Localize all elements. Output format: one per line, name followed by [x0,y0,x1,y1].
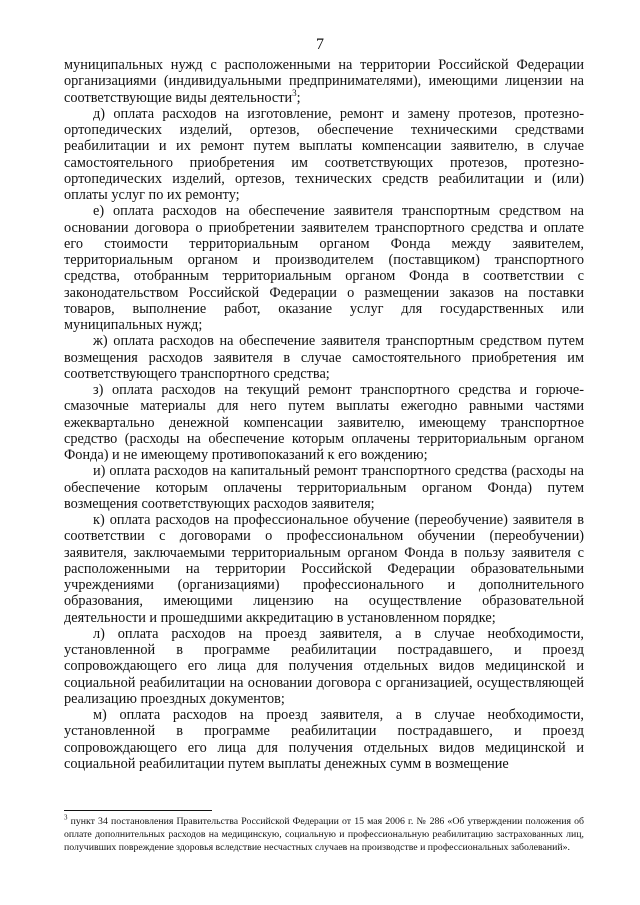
footnote-marker: 3 [64,813,68,822]
page-number: 7 [316,36,324,53]
paragraph-zh: ж) оплата расходов на обеспечение заявителя транспортным средством путем возмещения расходов заявителя в случае самостоятельного приобретения им соответствующего транспортного средства; [64,333,584,382]
intro-text: муниципальных нужд с расположенными на территории Российской Федерации организациями (индивидуальными предпринимателями), имеющими лицензии на соответствующие виды деятельности [64,57,584,106]
intro-end: ; [296,89,301,106]
footnote [64,815,584,854]
paragraph-d: д) оплата расходов на изготовление, ремонт и замену протезов, протезно-ортопедических изделий, ортезов, обеспечение техническими средствами реабилитации и их ремонт путем выплаты компенсации заявителю, в случае самостоятельного приобретения им соответствующих протезов, протезно-ортопедических изделий, ортезов, технических средств реабилитации и (или) оплаты услуг по их ремонту; [64,105,584,203]
paragraph-z: з) оплата расходов на текущий ремонт транспортного средства и горюче-смазочные материалы для него путем выплаты ежегодно равными частями ежеквартально денежной компенсации заявителю, имеющему транспортное средство (расходы на обеспечение которым оплачены территориальным органом Фонда) и не имеющему противопоказаний к его вождению; [64,382,584,463]
footnote-reference: 3 [292,87,297,98]
paragraph-l: л) оплата расходов на проезд заявителя, а в случае необходимости, установленной в программе реабилитации пострадавшего, и проезд сопровождающего его лица для получения отдельных видов медицинской и социальной реабилитации на основании договора с организацией, осуществляющей реализацию проездных документов; [64,625,584,707]
paragraph-i: и) оплата расходов на капитальный ремонт транспортного средства (расходы на обеспечение которым оплачены территориальным органом Фонда) путем возмещения соответствующих расходов заявителя; [64,463,584,512]
footnote-divider [64,810,212,811]
paragraph-k: к) оплата расходов на профессиональное обучение (переобучение) заявителя в соответствии с договорами о профессиональном обучении (переобучении) заявителя, заключаемыми территориальным органом Фонда в пользу заявителя с расположенными на территории Российской Федерации образовательными учреждениями (организациями) профессионального и дополнительного образования, имеющими лицензию на осуществление образовательной деятельности и прошедшими аккредитацию в установленном порядке; [64,512,584,626]
intro-paragraph [64,57,584,106]
paragraph-e: е) оплата расходов на обеспечение заявителя транспортным средством на основании договора о приобретении заявителем транспортного средства и оплате его стоимости территориальным органом Фонда между заявителем, территориальным органом и производителем (поставщиком) транспортного средства, отобранным территориальным органом Фонда в соответствии с законодательством Российской Федерации о размещении заказов на поставки товаров, выполнение работ, оказание услуг для государственных или муниципальных нужд; [64,203,584,333]
footnote-text: пункт 34 постановления Правительства Российской Федерации от 15 мая 2006 г. № 286 «Об утверждении положения об оплате дополнительных расходов на медицинскую, социальную и профессиональную реабилитацию застрахованных лиц, получивших повреждение здоровья вследствие несчастных случаев на производстве и профессиональных заболеваний». [64,816,585,853]
body-text [64,57,584,772]
paragraph-m: м) оплата расходов на проезд заявителя, а в случае необходимости, установленной в программе реабилитации пострадавшего, и проезд сопровождающего его лица для получения отдельных видов медицинской и социальной реабилитации путем выплаты денежных сумм в возмещение [64,707,584,772]
